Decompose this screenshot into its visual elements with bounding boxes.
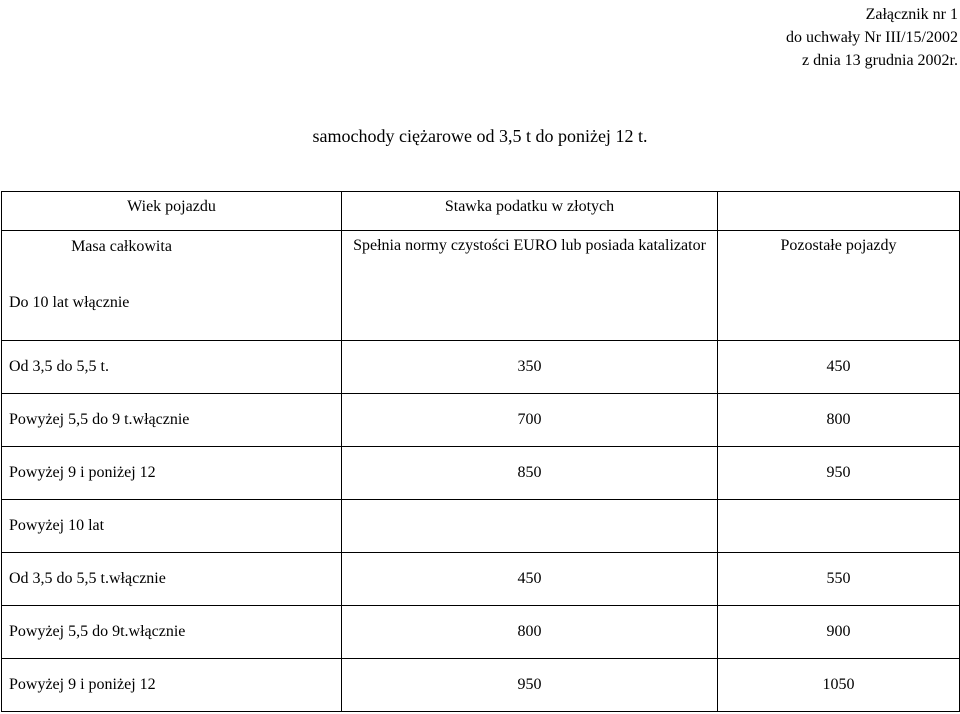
other-rate-cell: 550 bbox=[718, 553, 960, 606]
mass-cell: Powyżej 5,5 do 9 t.włącznie bbox=[2, 394, 342, 447]
table-row bbox=[2, 394, 960, 447]
section-empty-cell bbox=[718, 500, 960, 553]
header-empty bbox=[718, 192, 960, 231]
euro-rate-cell: 450 bbox=[342, 553, 718, 606]
attachment-line-2: do uchwały Nr III/15/2002 bbox=[786, 29, 958, 46]
other-rate-cell: 450 bbox=[718, 341, 960, 394]
table-subheader-row bbox=[2, 231, 960, 341]
section-empty-cell bbox=[342, 500, 718, 553]
mass-cell: Powyżej 5,5 do 9t.włącznie bbox=[2, 606, 342, 659]
table-row bbox=[2, 447, 960, 500]
header-mass-cell bbox=[2, 231, 342, 341]
header-tax-rate: Stawka podatku w złotych bbox=[342, 192, 718, 231]
other-rate-cell: 950 bbox=[718, 447, 960, 500]
other-rate-cell: 1050 bbox=[718, 659, 960, 712]
mass-cell: Powyżej 9 i poniżej 12 bbox=[2, 659, 342, 712]
header-age: Wiek pojazdu bbox=[2, 192, 342, 231]
attachment-line-3: z dnia 13 grudnia 2002r. bbox=[802, 52, 958, 69]
mass-cell: Od 3,5 do 5,5 t.włącznie bbox=[2, 553, 342, 606]
header-other: Pozostałe pojazdy bbox=[718, 231, 960, 341]
other-rate-cell: 900 bbox=[718, 606, 960, 659]
section-row bbox=[2, 500, 960, 553]
mass-cell: Powyżej 9 i poniżej 12 bbox=[2, 447, 342, 500]
attachment-header bbox=[786, 3, 958, 72]
table-row bbox=[2, 659, 960, 712]
table-header-row bbox=[2, 192, 960, 231]
tax-rate-table bbox=[1, 191, 960, 712]
table-row bbox=[2, 341, 960, 394]
euro-rate-cell: 350 bbox=[342, 341, 718, 394]
section-label-up-to-10: Do 10 lat włącznie bbox=[9, 293, 130, 311]
other-rate-cell: 800 bbox=[718, 394, 960, 447]
euro-rate-cell: 950 bbox=[342, 659, 718, 712]
euro-rate-cell: 800 bbox=[342, 606, 718, 659]
table-row bbox=[2, 606, 960, 659]
mass-cell: Od 3,5 do 5,5 t. bbox=[2, 341, 342, 394]
page-title: samochody ciężarowe od 3,5 t do poniżej 12 t. bbox=[312, 126, 648, 146]
euro-rate-cell: 700 bbox=[342, 394, 718, 447]
table-row bbox=[2, 553, 960, 606]
section-label-over-10: Powyżej 10 lat bbox=[2, 500, 342, 553]
euro-rate-cell: 850 bbox=[342, 447, 718, 500]
header-total-mass: Masa całkowita bbox=[71, 238, 172, 255]
header-euro: Spełnia normy czystości EURO lub posiada katalizator bbox=[342, 231, 718, 341]
attachment-line-1: Załącznik nr 1 bbox=[865, 6, 958, 23]
